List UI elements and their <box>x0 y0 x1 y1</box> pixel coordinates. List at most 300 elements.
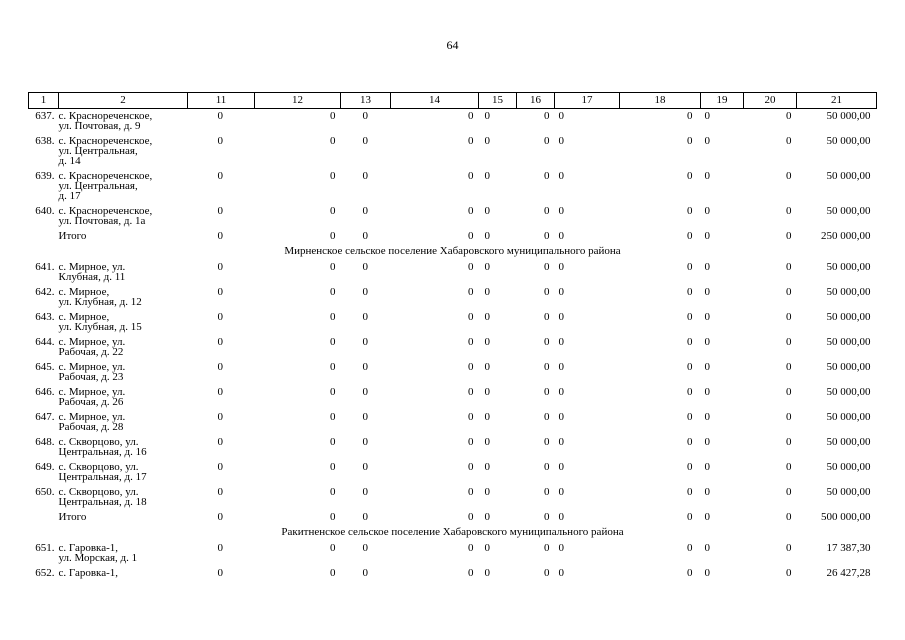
address-cell <box>59 460 188 485</box>
value-cell-col-17: 0 <box>558 486 564 498</box>
table-row <box>29 485 877 510</box>
row-number: 644. <box>35 336 55 348</box>
address-cell <box>59 204 188 229</box>
value-cell-col-15: 0 <box>484 311 490 323</box>
value-cell-col-20: 0 <box>786 311 792 323</box>
address-cell <box>59 169 188 204</box>
value-cell-col-14: 0 <box>468 386 474 398</box>
value-cell-col-20: 0 <box>786 230 792 242</box>
value-cell-col-21: 250 000,00 <box>821 230 871 242</box>
address-cell <box>59 510 188 525</box>
row-number: 650. <box>35 486 55 498</box>
value-cell-col-11: 0 <box>217 170 223 182</box>
address-line: Клубная, д. 11 <box>58 271 126 283</box>
value-cell-col-15: 0 <box>484 135 490 147</box>
value-cell-col-17: 0 <box>558 361 564 373</box>
value-cell-col-18: 0 <box>687 486 693 498</box>
value-cell-col-14: 0 <box>468 361 474 373</box>
address-cell <box>59 260 188 285</box>
value-cell-col-20: 0 <box>786 511 792 523</box>
value-cell-col-17: 0 <box>558 336 564 348</box>
address-line: ул. Центральная, <box>58 145 138 157</box>
value-cell-col-19: 0 <box>704 511 710 523</box>
value-cell-col-14: 0 <box>468 230 474 242</box>
section-title: Мирненское сельское поселение Хабаровского муниципального района <box>284 245 621 257</box>
value-cell-col-21: 50 000,00 <box>826 461 871 473</box>
table-row <box>29 410 877 435</box>
row-number: 646. <box>35 386 55 398</box>
value-cell-col-16: 0 <box>544 542 550 554</box>
value-cell-col-11: 0 <box>217 486 223 498</box>
value-cell-col-14: 0 <box>468 461 474 473</box>
value-cell-col-20: 0 <box>786 411 792 423</box>
value-cell-col-16: 0 <box>544 411 550 423</box>
value-cell-col-16: 0 <box>544 286 550 298</box>
table-row <box>29 541 877 566</box>
value-cell-col-13: 0 <box>362 230 368 242</box>
value-cell-col-12: 0 <box>330 436 336 448</box>
value-cell-col-13: 0 <box>362 542 368 554</box>
address-cell <box>59 541 188 566</box>
value-cell-col-20: 0 <box>786 336 792 348</box>
row-number: 641. <box>35 261 55 273</box>
row-number <box>29 229 59 244</box>
table-row <box>29 169 877 204</box>
value-cell-col-18: 0 <box>687 230 693 242</box>
value-cell-col-11: 0 <box>217 411 223 423</box>
value-cell-col-18: 0 <box>687 511 693 523</box>
value-cell-col-19: 0 <box>704 386 710 398</box>
value-cell-col-19: 0 <box>704 461 710 473</box>
value-cell-col-19: 0 <box>704 542 710 554</box>
row-number: 643. <box>35 311 55 323</box>
value-cell-col-15: 0 <box>484 230 490 242</box>
value-cell-col-19: 0 <box>704 205 710 217</box>
address-line: ул. Клубная, д. 12 <box>58 296 142 308</box>
value-cell-col-17: 0 <box>558 286 564 298</box>
header-cell: 11 <box>188 93 255 109</box>
value-cell-col-16: 0 <box>544 311 550 323</box>
value-cell-col-18: 0 <box>687 361 693 373</box>
value-cell-col-16: 0 <box>544 511 550 523</box>
value-cell-col-19: 0 <box>704 336 710 348</box>
value-cell-col-19: 0 <box>704 110 710 122</box>
value-cell-col-11: 0 <box>217 286 223 298</box>
section-header-row <box>29 244 877 260</box>
value-cell-col-21: 500 000,00 <box>821 511 871 523</box>
value-cell-col-13: 0 <box>362 436 368 448</box>
value-cell-col-17: 0 <box>558 461 564 473</box>
row-number: 648. <box>35 436 55 448</box>
value-cell-col-15: 0 <box>484 436 490 448</box>
value-cell-col-19: 0 <box>704 436 710 448</box>
row-number: 637. <box>35 110 55 122</box>
address-line: Центральная, д. 16 <box>58 446 147 458</box>
value-cell-col-16: 0 <box>544 170 550 182</box>
table-row <box>29 204 877 229</box>
value-cell-col-21: 50 000,00 <box>826 286 871 298</box>
row-number: 645. <box>35 361 55 373</box>
value-cell-col-21: 50 000,00 <box>826 311 871 323</box>
value-cell-col-13: 0 <box>362 461 368 473</box>
value-cell-col-19: 0 <box>704 567 710 579</box>
value-cell-col-20: 0 <box>786 170 792 182</box>
value-cell-col-13: 0 <box>362 361 368 373</box>
address-line: с. Скворцово, ул. <box>58 436 139 448</box>
value-cell-col-13: 0 <box>362 486 368 498</box>
value-cell-col-15: 0 <box>484 205 490 217</box>
value-cell-col-13: 0 <box>362 336 368 348</box>
value-cell-col-11: 0 <box>217 311 223 323</box>
value-cell-col-12: 0 <box>330 336 336 348</box>
value-cell-col-20: 0 <box>786 135 792 147</box>
value-cell-col-21: 50 000,00 <box>826 135 871 147</box>
address-line: ул. Морская, д. 1 <box>58 552 138 564</box>
value-cell-col-18: 0 <box>687 336 693 348</box>
value-cell-col-15: 0 <box>484 261 490 273</box>
table-row <box>29 435 877 460</box>
value-cell-col-14: 0 <box>468 286 474 298</box>
table-body <box>29 93 877 582</box>
value-cell-col-17: 0 <box>558 567 564 579</box>
row-number <box>29 510 59 525</box>
value-cell-col-13: 0 <box>362 411 368 423</box>
value-cell-col-16: 0 <box>544 361 550 373</box>
value-cell-col-18: 0 <box>687 436 693 448</box>
table-row <box>29 109 877 135</box>
address-cell <box>59 310 188 335</box>
address-line: Рабочая, д. 28 <box>58 421 124 433</box>
value-cell-col-16: 0 <box>544 135 550 147</box>
value-cell-col-17: 0 <box>558 411 564 423</box>
value-cell-col-12: 0 <box>330 135 336 147</box>
value-cell-col-14: 0 <box>468 110 474 122</box>
value-cell-col-11: 0 <box>217 230 223 242</box>
value-cell-col-11: 0 <box>217 436 223 448</box>
address-line: ул. Почтовая, д. 1а <box>58 215 146 227</box>
value-cell-col-17: 0 <box>558 261 564 273</box>
address-line: с. Мирное, ул. <box>58 361 126 373</box>
value-cell-col-11: 0 <box>217 461 223 473</box>
value-cell-col-12: 0 <box>330 386 336 398</box>
address-line: Рабочая, д. 23 <box>58 371 124 383</box>
value-cell-col-16: 0 <box>544 261 550 273</box>
table-row <box>29 285 877 310</box>
value-cell-col-11: 0 <box>217 542 223 554</box>
value-cell-col-12: 0 <box>330 511 336 523</box>
value-cell-col-18: 0 <box>687 311 693 323</box>
value-cell-col-15: 0 <box>484 286 490 298</box>
address-cell <box>59 335 188 360</box>
row-number: 640. <box>35 205 55 217</box>
value-cell-col-17: 0 <box>558 205 564 217</box>
address-line: Рабочая, д. 22 <box>58 346 124 358</box>
page-number: 64 <box>446 38 459 52</box>
value-cell-col-17: 0 <box>558 170 564 182</box>
address-line: с. Мирное, ул. <box>58 336 126 348</box>
value-cell-col-16: 0 <box>544 436 550 448</box>
value-cell-col-21: 26 427,28 <box>826 567 871 579</box>
address-line: Центральная, д. 17 <box>58 471 147 483</box>
address-line: с. Мирное, <box>58 311 110 323</box>
row-number: 638. <box>35 135 55 147</box>
value-cell-col-21: 50 000,00 <box>826 486 871 498</box>
value-cell-col-18: 0 <box>687 205 693 217</box>
address-cell <box>59 410 188 435</box>
value-cell-col-15: 0 <box>484 110 490 122</box>
value-cell-col-20: 0 <box>786 386 792 398</box>
header-cell: 14 <box>391 93 479 109</box>
value-cell-col-20: 0 <box>786 261 792 273</box>
address-line: с. Гаровка-1, <box>58 567 119 579</box>
address-line: с. Краснореченское, <box>58 205 153 217</box>
header-cell: 13 <box>341 93 391 109</box>
value-cell-col-15: 0 <box>484 567 490 579</box>
value-cell-col-12: 0 <box>330 230 336 242</box>
value-cell-col-14: 0 <box>468 486 474 498</box>
value-cell-col-11: 0 <box>217 511 223 523</box>
value-cell-col-15: 0 <box>484 542 490 554</box>
value-cell-col-15: 0 <box>484 411 490 423</box>
value-cell-col-17: 0 <box>558 511 564 523</box>
value-cell-col-17: 0 <box>558 386 564 398</box>
value-cell-col-12: 0 <box>330 311 336 323</box>
value-cell-col-13: 0 <box>362 170 368 182</box>
header-cell: 18 <box>620 93 701 109</box>
value-cell-col-12: 0 <box>330 205 336 217</box>
total-row <box>29 510 877 525</box>
table-row <box>29 385 877 410</box>
address-cell <box>59 485 188 510</box>
address-line: с. Мирное, ул. <box>58 411 126 423</box>
address-line: с. Скворцово, ул. <box>58 461 139 473</box>
value-cell-col-15: 0 <box>484 511 490 523</box>
table-row <box>29 360 877 385</box>
value-cell-col-18: 0 <box>687 411 693 423</box>
value-cell-col-18: 0 <box>687 461 693 473</box>
value-cell-col-21: 17 387,30 <box>826 542 871 554</box>
value-cell-col-13: 0 <box>362 311 368 323</box>
row-number: 642. <box>35 286 55 298</box>
value-cell-col-17: 0 <box>558 135 564 147</box>
value-cell-col-17: 0 <box>558 311 564 323</box>
value-cell-col-18: 0 <box>687 110 693 122</box>
value-cell-col-12: 0 <box>330 567 336 579</box>
header-cell: 17 <box>555 93 620 109</box>
row-number: 649. <box>35 461 55 473</box>
value-cell-col-14: 0 <box>468 567 474 579</box>
address-line: с. Мирное, ул. <box>58 386 126 398</box>
value-cell-col-12: 0 <box>330 170 336 182</box>
value-cell-col-11: 0 <box>217 567 223 579</box>
value-cell-col-11: 0 <box>217 336 223 348</box>
value-cell-col-16: 0 <box>544 230 550 242</box>
value-cell-col-21: 50 000,00 <box>826 205 871 217</box>
row-number: 651. <box>35 542 55 554</box>
address-cell <box>59 385 188 410</box>
header-cell: 1 <box>29 93 59 109</box>
table-row <box>29 460 877 485</box>
address-line: Центральная, д. 18 <box>58 496 147 508</box>
value-cell-col-17: 0 <box>558 110 564 122</box>
address-line: с. Краснореченское, <box>58 135 153 147</box>
value-cell-col-19: 0 <box>704 230 710 242</box>
value-cell-col-17: 0 <box>558 436 564 448</box>
header-cell: 19 <box>701 93 744 109</box>
header-cell: 21 <box>797 93 877 109</box>
total-row <box>29 229 877 244</box>
value-cell-col-13: 0 <box>362 110 368 122</box>
value-cell-col-20: 0 <box>786 461 792 473</box>
address-line: с. Мирное, ул. <box>58 261 126 273</box>
row-number: 639. <box>35 170 55 182</box>
address-line: ул. Клубная, д. 15 <box>58 321 142 333</box>
header-cell: 2 <box>59 93 188 109</box>
value-cell-col-13: 0 <box>362 135 368 147</box>
value-cell-col-16: 0 <box>544 205 550 217</box>
address-line: с. Гаровка-1, <box>58 542 119 554</box>
value-cell-col-16: 0 <box>544 386 550 398</box>
value-cell-col-13: 0 <box>362 286 368 298</box>
header-row <box>29 93 877 109</box>
value-cell-col-13: 0 <box>362 205 368 217</box>
value-cell-col-21: 50 000,00 <box>826 411 871 423</box>
value-cell-col-11: 0 <box>217 205 223 217</box>
address-cell <box>59 285 188 310</box>
address-cell <box>59 435 188 460</box>
value-cell-col-14: 0 <box>468 511 474 523</box>
value-cell-col-12: 0 <box>330 361 336 373</box>
value-cell-col-11: 0 <box>217 135 223 147</box>
value-cell-col-16: 0 <box>544 567 550 579</box>
value-cell-col-14: 0 <box>468 436 474 448</box>
value-cell-col-21: 50 000,00 <box>826 436 871 448</box>
value-cell-col-12: 0 <box>330 411 336 423</box>
value-cell-col-15: 0 <box>484 336 490 348</box>
value-cell-col-19: 0 <box>704 170 710 182</box>
value-cell-col-19: 0 <box>704 286 710 298</box>
value-cell-col-14: 0 <box>468 542 474 554</box>
value-cell-col-18: 0 <box>687 261 693 273</box>
value-cell-col-12: 0 <box>330 542 336 554</box>
value-cell-col-20: 0 <box>786 286 792 298</box>
value-cell-col-13: 0 <box>362 261 368 273</box>
row-number: 652. <box>35 567 55 579</box>
value-cell-col-16: 0 <box>544 110 550 122</box>
address-line: с. Краснореченское, <box>58 110 153 122</box>
value-cell-col-13: 0 <box>362 567 368 579</box>
value-cell-col-17: 0 <box>558 542 564 554</box>
value-cell-col-11: 0 <box>217 386 223 398</box>
value-cell-col-19: 0 <box>704 361 710 373</box>
address-line: д. 14 <box>58 155 81 167</box>
value-cell-col-18: 0 <box>687 567 693 579</box>
value-cell-col-21: 50 000,00 <box>826 336 871 348</box>
address-cell <box>59 566 188 581</box>
address-line: Итого <box>58 230 87 242</box>
value-cell-col-21: 50 000,00 <box>826 361 871 373</box>
value-cell-col-18: 0 <box>687 542 693 554</box>
address-line: Рабочая, д. 26 <box>58 396 124 408</box>
address-line: ул. Центральная, <box>58 180 138 192</box>
value-cell-col-12: 0 <box>330 486 336 498</box>
header-cell: 12 <box>255 93 341 109</box>
value-cell-col-15: 0 <box>484 461 490 473</box>
value-cell-col-12: 0 <box>330 261 336 273</box>
value-cell-col-11: 0 <box>217 261 223 273</box>
header-cell: 20 <box>744 93 797 109</box>
table-row <box>29 260 877 285</box>
address-line: д. 17 <box>58 190 81 202</box>
value-cell-col-16: 0 <box>544 486 550 498</box>
address-line: с. Мирное, <box>58 286 110 298</box>
value-cell-col-16: 0 <box>544 336 550 348</box>
value-cell-col-20: 0 <box>786 542 792 554</box>
value-cell-col-16: 0 <box>544 461 550 473</box>
value-cell-col-14: 0 <box>468 336 474 348</box>
table-row <box>29 310 877 335</box>
value-cell-col-19: 0 <box>704 486 710 498</box>
value-cell-col-15: 0 <box>484 361 490 373</box>
value-cell-col-18: 0 <box>687 386 693 398</box>
address-cell <box>59 134 188 169</box>
value-cell-col-21: 50 000,00 <box>826 386 871 398</box>
value-cell-col-21: 50 000,00 <box>826 110 871 122</box>
value-cell-col-18: 0 <box>687 170 693 182</box>
value-cell-col-18: 0 <box>687 286 693 298</box>
value-cell-col-13: 0 <box>362 511 368 523</box>
value-cell-col-12: 0 <box>330 286 336 298</box>
value-cell-col-14: 0 <box>468 311 474 323</box>
address-cell <box>59 229 188 244</box>
value-cell-col-14: 0 <box>468 170 474 182</box>
header-cell: 16 <box>517 93 555 109</box>
value-cell-col-20: 0 <box>786 567 792 579</box>
value-cell-col-20: 0 <box>786 486 792 498</box>
value-cell-col-18: 0 <box>687 135 693 147</box>
value-cell-col-12: 0 <box>330 110 336 122</box>
value-cell-col-20: 0 <box>786 110 792 122</box>
value-cell-col-21: 50 000,00 <box>826 261 871 273</box>
header-cell: 15 <box>479 93 517 109</box>
data-table <box>28 92 877 581</box>
value-cell-col-20: 0 <box>786 361 792 373</box>
value-cell-col-14: 0 <box>468 135 474 147</box>
value-cell-col-11: 0 <box>217 110 223 122</box>
value-cell-col-15: 0 <box>484 386 490 398</box>
address-cell <box>59 360 188 385</box>
value-cell-col-19: 0 <box>704 411 710 423</box>
address-line: с. Краснореченское, <box>58 170 153 182</box>
section-header-row <box>29 525 877 541</box>
value-cell-col-14: 0 <box>468 261 474 273</box>
value-cell-col-14: 0 <box>468 205 474 217</box>
value-cell-col-15: 0 <box>484 170 490 182</box>
section-title: Ракитненское сельское поселение Хабаровского муниципального района <box>281 526 624 538</box>
value-cell-col-19: 0 <box>704 311 710 323</box>
table-row <box>29 335 877 360</box>
table-row <box>29 566 877 581</box>
address-cell <box>59 109 188 135</box>
value-cell-col-14: 0 <box>468 411 474 423</box>
value-cell-col-20: 0 <box>786 205 792 217</box>
value-cell-col-15: 0 <box>484 486 490 498</box>
address-line: с. Скворцово, ул. <box>58 486 139 498</box>
address-line: ул. Почтовая, д. 9 <box>58 120 141 132</box>
value-cell-col-11: 0 <box>217 361 223 373</box>
value-cell-col-17: 0 <box>558 230 564 242</box>
address-line: Итого <box>58 511 87 523</box>
